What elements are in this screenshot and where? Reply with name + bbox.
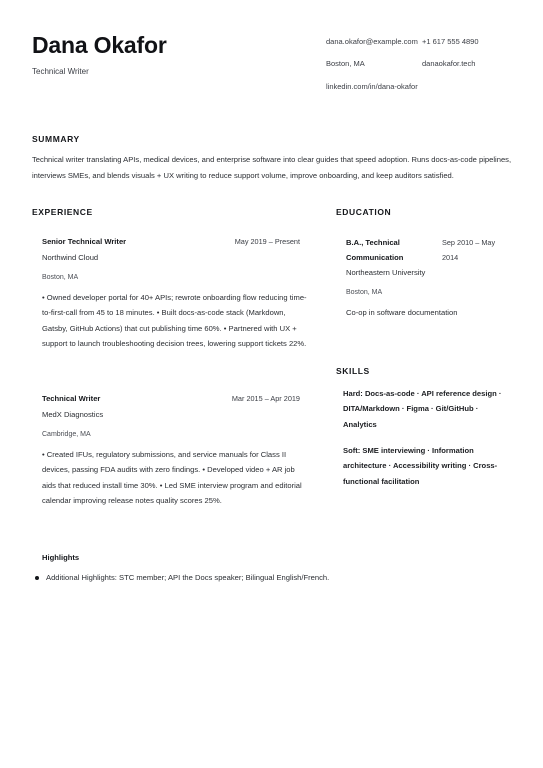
contact-email[interactable]: dana.okafor@example.com — [326, 37, 418, 46]
education-note: Co-op in software documentation — [346, 308, 458, 317]
job-dates: Mar 2015 – Apr 2019 — [231, 394, 300, 403]
job-company: Northwind Cloud — [42, 253, 99, 262]
candidate-name: Dana Okafor — [32, 32, 167, 58]
contact-linkedin[interactable]: linkedin.com/in/dana-okafor — [326, 82, 418, 91]
contact-phone: +1 617 555 4890 — [422, 37, 479, 46]
skills-soft: Soft: SME interviewing · Information architecture · Accessibility writing · Cross-functional facilitation — [343, 446, 498, 486]
highlights-heading: Highlights — [42, 553, 80, 562]
job-location: Cambridge, MA — [42, 431, 91, 438]
highlight-text: Additional Highlights: STC member; API the Docs speaker; Bilingual English/French. — [46, 573, 330, 582]
education-degree: B.A., Technical Communication — [346, 238, 404, 262]
job-description: • Owned developer portal for 40+ APIs; rewrote onboarding flow reducing time-to-first-call from 45 to 18 minutes. • Built docs-as-code stack (Markdown, Gatsby, GitHub Actions) that cut publishing time 60%. • Partnered with UX + support to launch troubleshooting decision trees, lowering support tickets 22%. — [42, 293, 307, 348]
education-location: Boston, MA — [346, 289, 383, 296]
contact-website[interactable]: danaokafor.tech — [422, 59, 476, 68]
bullet-icon — [35, 576, 39, 580]
job-dates: May 2019 – Present — [234, 237, 300, 246]
skills-heading: SKILLS — [336, 366, 370, 376]
list-item — [35, 573, 329, 582]
job-title: Technical Writer — [42, 394, 101, 403]
education-dates: Sep 2010 – May 2014 — [442, 238, 496, 262]
candidate-role: Technical Writer — [32, 67, 89, 76]
skills-hard: Hard: Docs-as-code · API reference design · DITA/Markdown · Figma · Git/GitHub · Analytics — [343, 389, 502, 429]
summary-text: Technical writer translating APIs, medical devices, and enterprise software into clear guides that speed adoption. Runs docs-as-code pipelines, interviews SMEs, and blends visuals + UX writing to reduce support volume, improve onboarding, and keep auditors satisfied. — [32, 155, 512, 180]
job-company: MedX Diagnostics — [42, 410, 104, 419]
education-heading: EDUCATION — [336, 207, 392, 217]
job-location: Boston, MA — [42, 274, 79, 281]
job-title: Senior Technical Writer — [42, 237, 127, 246]
job-description: • Created IFUs, regulatory submissions, and service manuals for Class II devices, passing FDA audits with zero findings. • Developed video + AR job aids that reduced install time 30%. • Led SME interview program and editorial calendar improving release notes quality scores 25%. — [42, 450, 302, 505]
summary-heading: SUMMARY — [32, 134, 80, 144]
experience-heading: EXPERIENCE — [32, 207, 93, 217]
education-school: Northeastern University — [346, 268, 426, 277]
contact-location: Boston, MA — [326, 59, 365, 68]
